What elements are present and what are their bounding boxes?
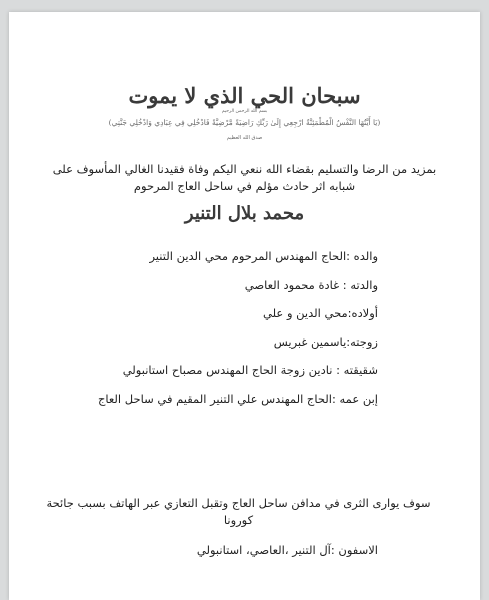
notice-title: سبحان الحي الذي لا يموت	[128, 83, 361, 108]
relative-mother: والدته : غادة محمود العاصي	[244, 277, 378, 292]
deceased-name: محمد بلال التنير	[184, 203, 305, 224]
relative-cousin: إبن عمه :الحاج المهندس علي التنير المقيم في ساحل العاج	[97, 391, 378, 406]
sadaqa-line: صدق الله العظيم	[226, 135, 263, 141]
obituary-document	[9, 12, 480, 600]
burial-paragraph: سوف يوارى الثرى في مدافن ساحل العاج وتقبل التعازي عبر الهاتف بسبب جائحة كورونا	[46, 496, 431, 527]
relative-father: والده :الحاج المهندس المرحوم محي الدين التنير	[149, 249, 378, 263]
quran-verse: (يَا أَيَّتُهَا النَّفْسُ الْمُطْمَئِنَّةُ ارْجِعِي إِلَىٰ رَبِّكِ رَاضِيَةً مَّرْضِيَّةً فَادْخُلِي فِي عِبَادِي وَادْخُلِي جَنَّتِي)	[108, 118, 381, 127]
relatives-list	[38, 249, 378, 421]
basmala-line: بسم الله الرحمن الرحيم	[221, 109, 268, 114]
relative-children: أولاده:محي الدين و علي	[263, 306, 378, 321]
relative-sister: شقيقته : نادين زوجة الحاج المهندس مصباح استانبولي	[122, 363, 378, 378]
mourners-line: الاسفون :آل التنير ،العاصي، استانبولي	[196, 543, 378, 557]
intro-paragraph: بمزيد من الرضا والتسليم بقضاء الله ننعي اليكم وفاة فقيدنا الغالي المأسوف على شبابه اثر حادث مؤلم في ساحل العاج المرحوم	[52, 162, 437, 193]
relative-wife: زوجته:ياسمين غبريس	[273, 334, 378, 349]
